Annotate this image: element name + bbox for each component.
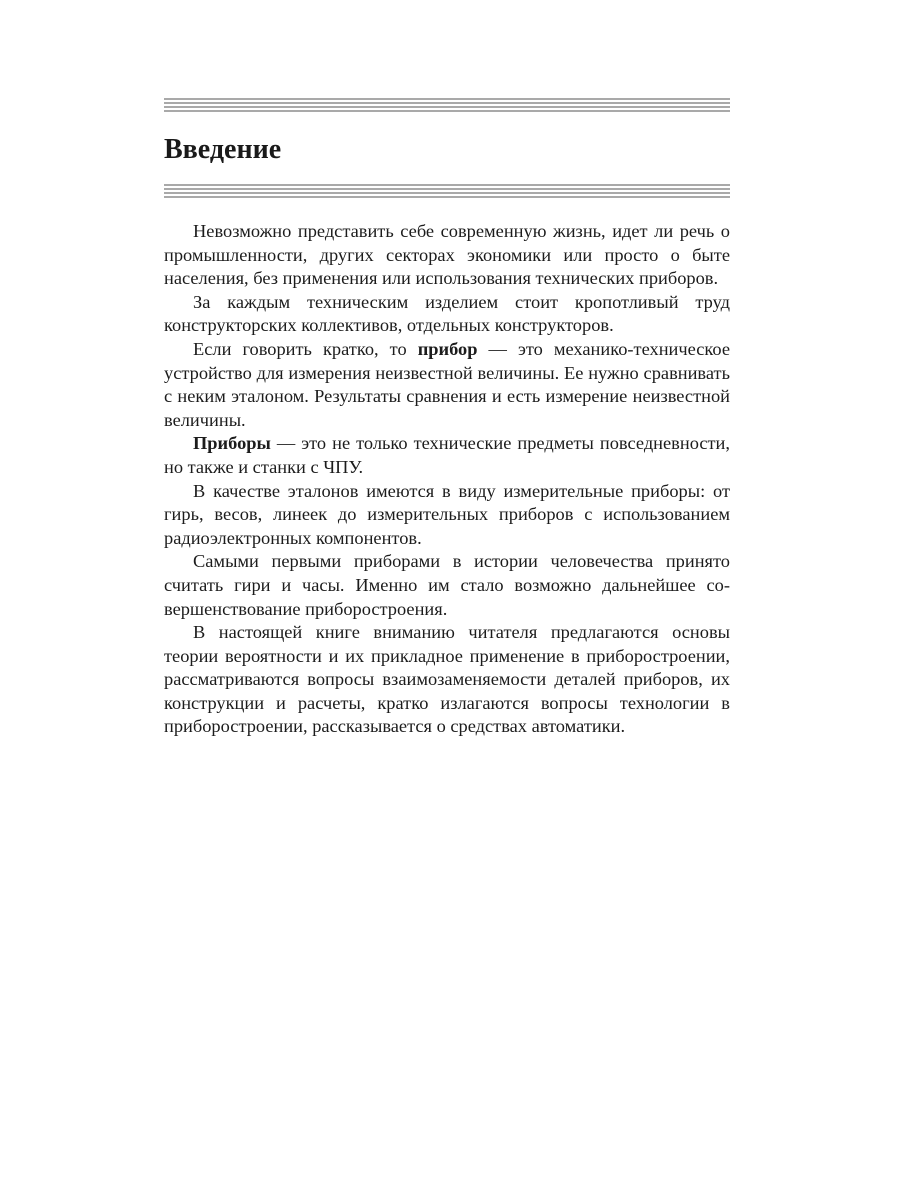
paragraph-3 (164, 338, 730, 432)
rule-line (164, 192, 730, 194)
term-pribory: Приборы (193, 433, 271, 454)
paragraph-4-rest: — это не только технические предметы повседневности, но также и станки с ЧПУ. (164, 433, 730, 477)
paragraph-4 (164, 432, 730, 479)
paragraph-1: Невозможно представить себе современную жизнь, идет ли речь о промышленности, других секторах экономики или просто о быте населения, без применения или использования технических приборов. (164, 221, 730, 289)
rule-line (164, 98, 730, 100)
paragraph-5: В качестве эталонов имеются в виду измерительные приборы: от гирь, весов, линеек до измерительных приборов с использованием радиоэлектронных компонентов. (164, 480, 730, 548)
rule-line (164, 184, 730, 186)
paragraph-3-rest: — это механико-техническое устройство для измерения неизвестной величины. Ее нужно сравнивать с неким эталоном. Результаты сравнения и есть измерение неизвестной величины. (164, 338, 730, 430)
rule-line (164, 188, 730, 190)
rule-line (164, 110, 730, 112)
chapter-rule-top (164, 98, 730, 114)
chapter-title: Введение (164, 134, 282, 165)
chapter-rule-bottom (164, 184, 730, 200)
paragraph-6: Самыми первыми приборами в истории человечества принято считать гири и часы. Именно им стало возможно дальнейшее совершенствование приборостроения. (164, 551, 730, 619)
paragraph-2: За каждым техническим изделием стоит кропотливый труд конструкторских коллективов, отдельных конструкторов. (164, 291, 730, 336)
body-text (164, 220, 730, 739)
rule-line (164, 102, 730, 104)
term-pribor: прибор (417, 338, 478, 359)
rule-line (164, 196, 730, 198)
rule-line (164, 106, 730, 108)
paragraph-3-lead: Если говорить кратко, то (193, 338, 418, 359)
paragraph-7: В настоящей книге вниманию читателя предлагаются основы теории вероятности и их прикладное применение в приборостроении, рассматриваются вопросы взаимозаменяемости деталей приборов, их конструкции и расчеты, кратко излагаются вопросы технологии в приборостроении, рассказывается о средствах автоматики. (164, 622, 730, 737)
